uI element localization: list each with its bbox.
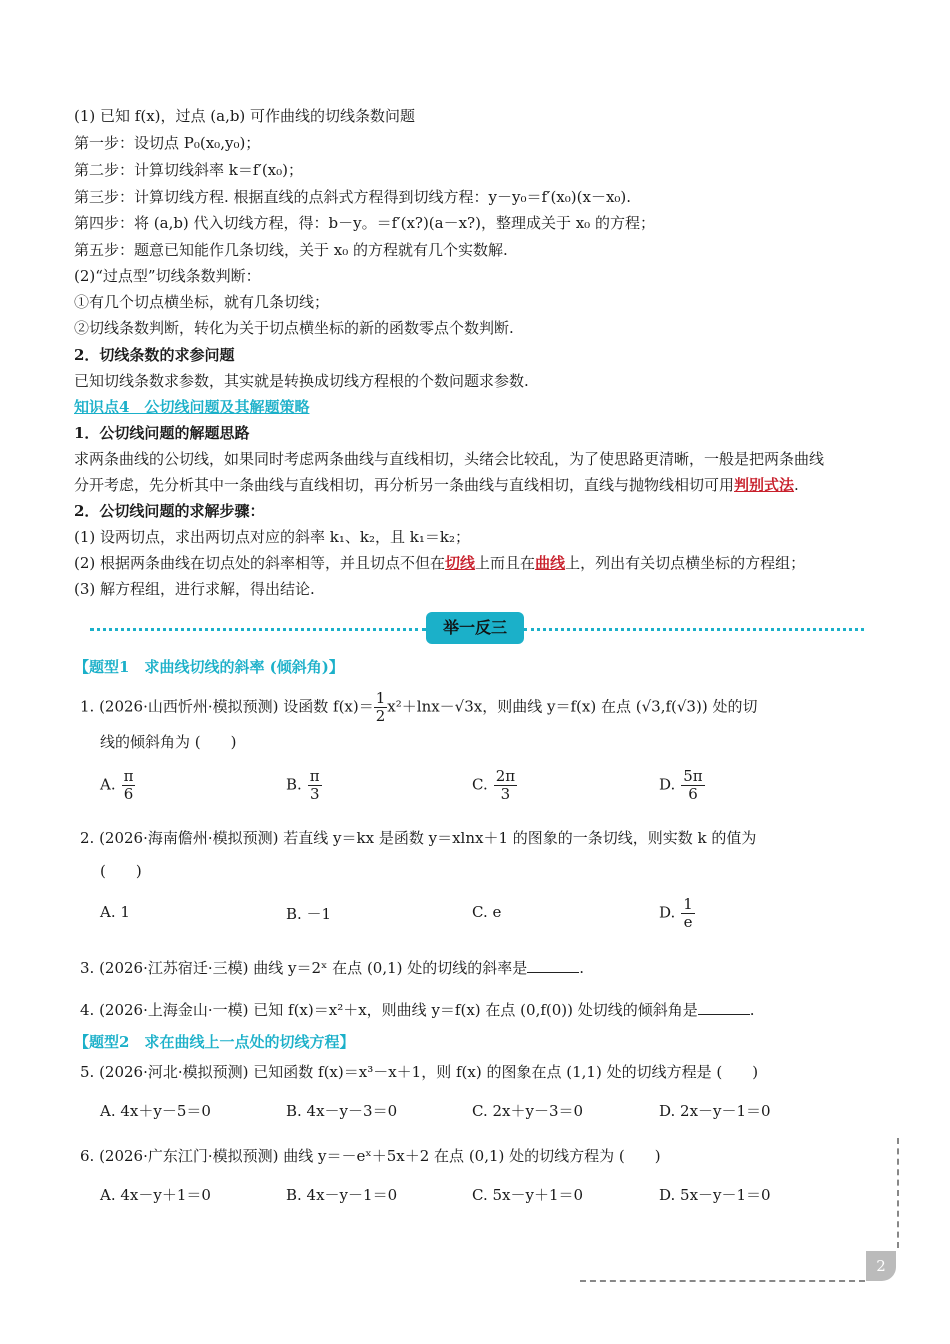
- paragraph-line: 分开考虑，先分析其中一条曲线与直线相切，再分析另一条曲线与直线相切，直线与抛物线相切可用判别式法.: [74, 476, 799, 494]
- option-label: A.: [100, 775, 116, 794]
- step-text: 上，列出有关切点横坐标的方程组；: [565, 554, 806, 572]
- fraction-numerator: π: [123, 767, 134, 785]
- question-4: [80, 1000, 755, 1020]
- option-c[interactable]: C. 5x－y＋1＝0: [472, 1186, 584, 1204]
- section-heading: 2．切线条数的求参问题: [74, 346, 235, 364]
- text-line-2: 第一步：设切点 P₀(x₀,y₀)；: [74, 134, 261, 152]
- option-label: D.: [659, 903, 676, 922]
- fraction-denominator: 2: [375, 707, 386, 725]
- question-2-line2: ( ): [100, 862, 142, 880]
- option-c[interactable]: C. 2x＋y－3＝0: [472, 1102, 584, 1120]
- answer-blank[interactable]: [698, 1000, 750, 1015]
- text-line-3: 第二步：计算切线斜率 k＝f′(x₀)；: [74, 161, 303, 179]
- section-banner: 举一反三: [426, 612, 524, 644]
- option-a[interactable]: A. 4x＋y－5＝0: [100, 1102, 211, 1120]
- option-label: B.: [286, 775, 302, 794]
- step-line: [74, 553, 805, 573]
- text-line-9: ②切线条数判断，转化为关于切点横坐标的新的函数零点个数判断.: [74, 319, 514, 337]
- question-5: 5. (2026·河北·模拟预测) 已知函数 f(x)＝x³－x＋1，则 f(x) 的图象在点 (1,1) 处的切线方程是 ( ): [80, 1063, 759, 1081]
- question-type-heading: 【题型1 求曲线切线的斜率 (倾斜角)】: [74, 658, 344, 676]
- question-3: [80, 958, 584, 978]
- fraction-denominator: 3: [500, 785, 511, 803]
- option-d[interactable]: D. 5x－y－1＝0: [659, 1186, 771, 1204]
- question-text: x²＋lnx－√3x，则曲线 y＝f(x) 在点 (√3,f(√3)) 处的切: [387, 697, 758, 716]
- step-line: (1) 设两切点，求出两切点对应的斜率 k₁、k₂，且 k₁＝k₂；: [74, 528, 470, 546]
- question-text: 3. (2026·江苏宿迁·三模) 曲线 y＝2ˣ 在点 (0,1) 处的切线的斜率是: [80, 959, 528, 977]
- highlight-text: 曲线: [535, 554, 566, 572]
- question-text: 4. (2026·上海金山·一模) 已知 f(x)＝x²＋x，则曲线 y＝f(x) 在点 (0,f(0)) 处切线的倾斜角是: [80, 1001, 698, 1019]
- option-b[interactable]: B. －1: [286, 905, 332, 923]
- paragraph-line: 求两条曲线的公切线，如果同时考虑两条曲线与直线相切，头绪会比较乱，为了使思路更清晰，一般是把两条曲线: [74, 450, 825, 468]
- fraction-numerator: 5π: [683, 767, 703, 785]
- fraction-numerator: 2π: [495, 767, 516, 785]
- section-text: 已知切线条数求参数，其实就是转换成切线方程根的个数问题求参数.: [74, 372, 529, 390]
- fraction-numerator: 1: [375, 689, 386, 707]
- option-c[interactable]: [472, 768, 517, 803]
- highlight-text: 判别式法: [734, 476, 795, 494]
- question-1-line2: 线的倾斜角为 ( ): [100, 733, 237, 751]
- divider-left: [90, 628, 426, 631]
- fraction-numerator: π: [309, 767, 320, 785]
- option-b[interactable]: B. 4x－y－1＝0: [286, 1186, 398, 1204]
- option-d[interactable]: [659, 896, 695, 931]
- text-line-4: 第三步：计算切线方程. 根据直线的点斜式方程得到切线方程：y－y₀＝f′(x₀)(x－x₀).: [74, 188, 632, 206]
- answer-blank[interactable]: [527, 958, 579, 973]
- option-d[interactable]: D. 2x－y－1＝0: [659, 1102, 771, 1120]
- subsection-heading: 2．公切线问题的求解步骤：: [74, 502, 265, 520]
- fraction-numerator: 1: [683, 895, 693, 913]
- question-type-heading: 【题型2 求在曲线上一点处的切线方程】: [74, 1033, 355, 1051]
- paragraph-text: 分开考虑，先分析其中一条曲线与直线相切，再分析另一条曲线与直线相切，直线与抛物线相切可用: [74, 476, 735, 494]
- option-b[interactable]: [286, 768, 322, 803]
- question-6: 6. (2026·广东江门·模拟预测) 曲线 y＝－eˣ＋5x＋2 在点 (0,1) 处的切线方程为 ( ): [80, 1147, 661, 1165]
- page-border-dashed: [580, 1280, 865, 1282]
- fraction-denominator: 6: [123, 785, 134, 803]
- text-line-5: 第四步：将 (a,b) 代入切线方程，得：b－y。＝f′(x?)(a－x?)，整理成关于 x₀ 的方程；: [74, 214, 655, 232]
- option-label: D.: [659, 775, 676, 794]
- text-line-7: (2)“过点型”切线条数判断：: [74, 267, 261, 285]
- question-2: 2. (2026·海南儋州·模拟预测) 若直线 y＝kx 是函数 y＝xlnx＋1 的图象的一条切线，则实数 k 的值为: [80, 829, 757, 847]
- option-c[interactable]: C. e: [472, 903, 502, 921]
- question-text: 1. (2026·山西忻州·模拟预测) 设函数 f(x)＝: [80, 697, 374, 716]
- question-text: .: [579, 959, 585, 977]
- option-a[interactable]: [100, 768, 135, 803]
- option-a[interactable]: A. 1: [100, 903, 130, 921]
- question-text: .: [749, 1001, 755, 1019]
- fraction-denominator: e: [683, 913, 693, 931]
- fraction-denominator: 6: [688, 785, 698, 803]
- text-line-1: (1) 已知 f(x)，过点 (a,b) 可作曲线的切线条数问题: [74, 107, 416, 125]
- text-line-8: ①有几个切点横坐标，就有几条切线；: [74, 293, 330, 311]
- text-line-6: 第五步：题意已知能作几条切线，关于 x₀ 的方程就有几个实数解.: [74, 241, 508, 259]
- option-a[interactable]: A. 4x－y＋1＝0: [100, 1186, 211, 1204]
- divider-right: [524, 628, 864, 631]
- option-label: C.: [472, 775, 488, 794]
- step-line: (3) 解方程组，进行求解，得出结论.: [74, 580, 315, 598]
- option-d[interactable]: [659, 768, 705, 803]
- option-b[interactable]: B. 4x－y－3＝0: [286, 1102, 398, 1120]
- knowledge-point-heading: 知识点4 公切线问题及其解题策略: [74, 398, 310, 416]
- highlight-text: 切线: [445, 554, 476, 572]
- fraction-denominator: 3: [309, 785, 320, 803]
- question-1: [80, 690, 757, 725]
- page-border-dashed: [897, 1138, 899, 1248]
- page-number: 2: [866, 1251, 896, 1281]
- step-text: (2) 根据两条曲线在切点处的斜率相等，并且切点不但在: [74, 554, 446, 572]
- step-text: 上而且在: [475, 554, 536, 572]
- subsection-heading: 1．公切线问题的解题思路: [74, 424, 250, 442]
